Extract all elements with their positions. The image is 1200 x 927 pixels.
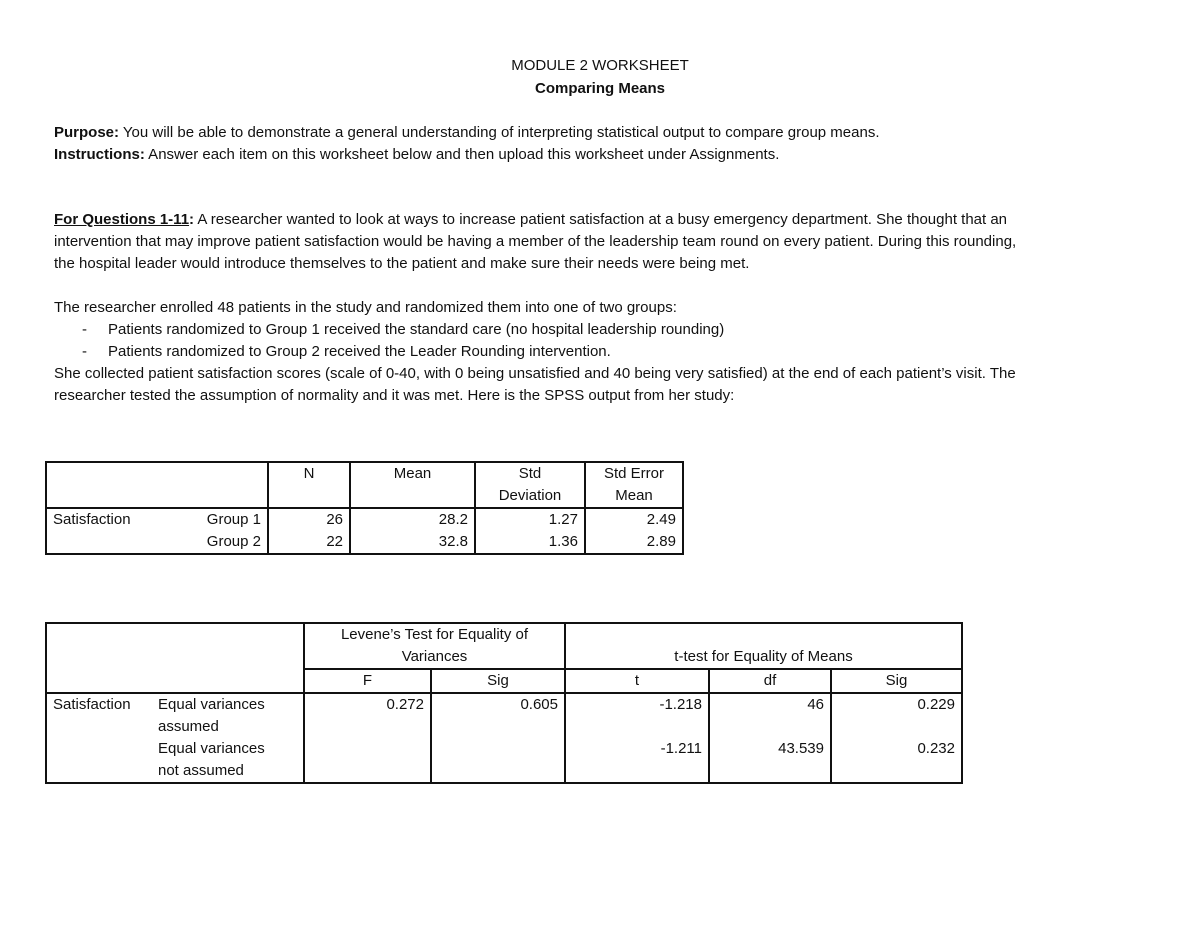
- variable-name: Satisfaction: [53, 696, 131, 713]
- instructions-line: [54, 144, 1154, 166]
- table-row: [46, 531, 683, 554]
- table-header-row: [46, 646, 962, 669]
- descriptive-stats-table: [45, 461, 684, 555]
- purpose-line: [54, 122, 1154, 144]
- scenario-colon: :: [189, 211, 195, 228]
- df-value: 46: [709, 693, 831, 716]
- levene-header-2: Variances: [304, 646, 565, 669]
- header-t: t: [565, 669, 709, 693]
- purpose-label: Purpose:: [54, 124, 120, 141]
- mean-value: 32.8: [350, 531, 475, 554]
- dash-marker: -: [82, 343, 87, 360]
- df-value: 43.539: [709, 738, 831, 760]
- header-n: N: [268, 462, 350, 485]
- group-label: Group 2: [206, 533, 261, 550]
- table-header-row: [46, 462, 683, 485]
- header-std-err-1: Std Error: [585, 462, 683, 485]
- table-row: [46, 693, 962, 716]
- scenario-label: For Questions 1-11: [54, 211, 190, 228]
- scenario-line-2: intervention that may improve patient satisfaction would be having a member of the leadership team round on every patient. During this rounding,: [54, 233, 1017, 250]
- table-row: [46, 716, 962, 738]
- table-row: [46, 738, 962, 760]
- se-value: 2.49: [585, 508, 683, 531]
- enrollment-line-2: researcher tested the assumption of normality and it was met. Here is the SPSS output from her study:: [54, 387, 735, 404]
- ttest-sig-value: 0.232: [831, 738, 962, 760]
- ttest-sig-value: 0.229: [831, 693, 962, 716]
- table-subheader-row: [46, 669, 962, 693]
- row-label-2b: not assumed: [158, 762, 244, 779]
- worksheet-title: MODULE 2 WORKSHEET: [511, 57, 689, 74]
- table-row: [46, 760, 962, 783]
- t-value: -1.211: [565, 738, 709, 760]
- header-sig-levene: Sig: [431, 669, 565, 693]
- enrollment-intro: The researcher enrolled 48 patients in the study and randomized them into one of two groups:: [54, 299, 677, 316]
- row-label-2a: Equal variances: [158, 740, 265, 757]
- scenario-line-1: [54, 209, 1154, 231]
- header-mean: Mean: [350, 462, 475, 485]
- variable-name: Satisfaction: [53, 511, 131, 528]
- mean-value: 28.2: [350, 508, 475, 531]
- f-value: 0.272: [304, 693, 431, 716]
- group-label: Group 1: [206, 511, 261, 528]
- worksheet-subtitle: Comparing Means: [534, 80, 666, 97]
- header-std-dev-1: Std: [475, 462, 585, 485]
- header-f: F: [304, 669, 431, 693]
- header-df: df: [709, 669, 831, 693]
- purpose-text: You will be able to demonstrate a general understanding of interpreting statistical output to compare group means.: [119, 124, 880, 141]
- t-value: -1.218: [565, 693, 709, 716]
- scenario-line-3: the hospital leader would introduce themselves to the patient and make sure their needs were being met.: [54, 255, 750, 272]
- sd-value: 1.36: [475, 531, 585, 554]
- table-header-row: [46, 485, 683, 508]
- n-value: 26: [268, 508, 350, 531]
- sd-value: 1.27: [475, 508, 585, 531]
- ttest-header: t-test for Equality of Means: [565, 646, 962, 669]
- header-std-dev-2: Deviation: [475, 485, 585, 508]
- enrollment-line-1: She collected patient satisfaction scores (scale of 0-40, with 0 being unsatisfied and 40 being very satisfied) at the end of each patient’s visit. The: [54, 365, 1016, 382]
- table-row: [46, 508, 683, 531]
- n-value: 22: [268, 531, 350, 554]
- header-sig-ttest: Sig: [831, 669, 962, 693]
- table-header-row: [46, 623, 962, 646]
- dash-marker: -: [82, 321, 87, 338]
- se-value: 2.89: [585, 531, 683, 554]
- scenario-text-1: A researcher wanted to look at ways to increase patient satisfaction at a busy emergency department. She thought that an: [194, 211, 1008, 228]
- row-label-1b: assumed: [158, 718, 219, 735]
- levene-header-1: Levene’s Test for Equality of: [304, 623, 565, 646]
- independent-samples-test-table: [45, 622, 963, 784]
- header-std-err-2: Mean: [585, 485, 683, 508]
- instructions-label: Instructions:: [54, 146, 145, 163]
- row-label-1a: Equal variances: [158, 696, 265, 713]
- bullet-text-2: Patients randomized to Group 2 received the Leader Rounding intervention.: [108, 343, 611, 360]
- instructions-text: Answer each item on this worksheet below and then upload this worksheet under Assignments.: [144, 146, 780, 163]
- bullet-text-1: Patients randomized to Group 1 received the standard care (no hospital leadership rounding): [108, 321, 725, 338]
- levene-sig-value: 0.605: [431, 693, 565, 716]
